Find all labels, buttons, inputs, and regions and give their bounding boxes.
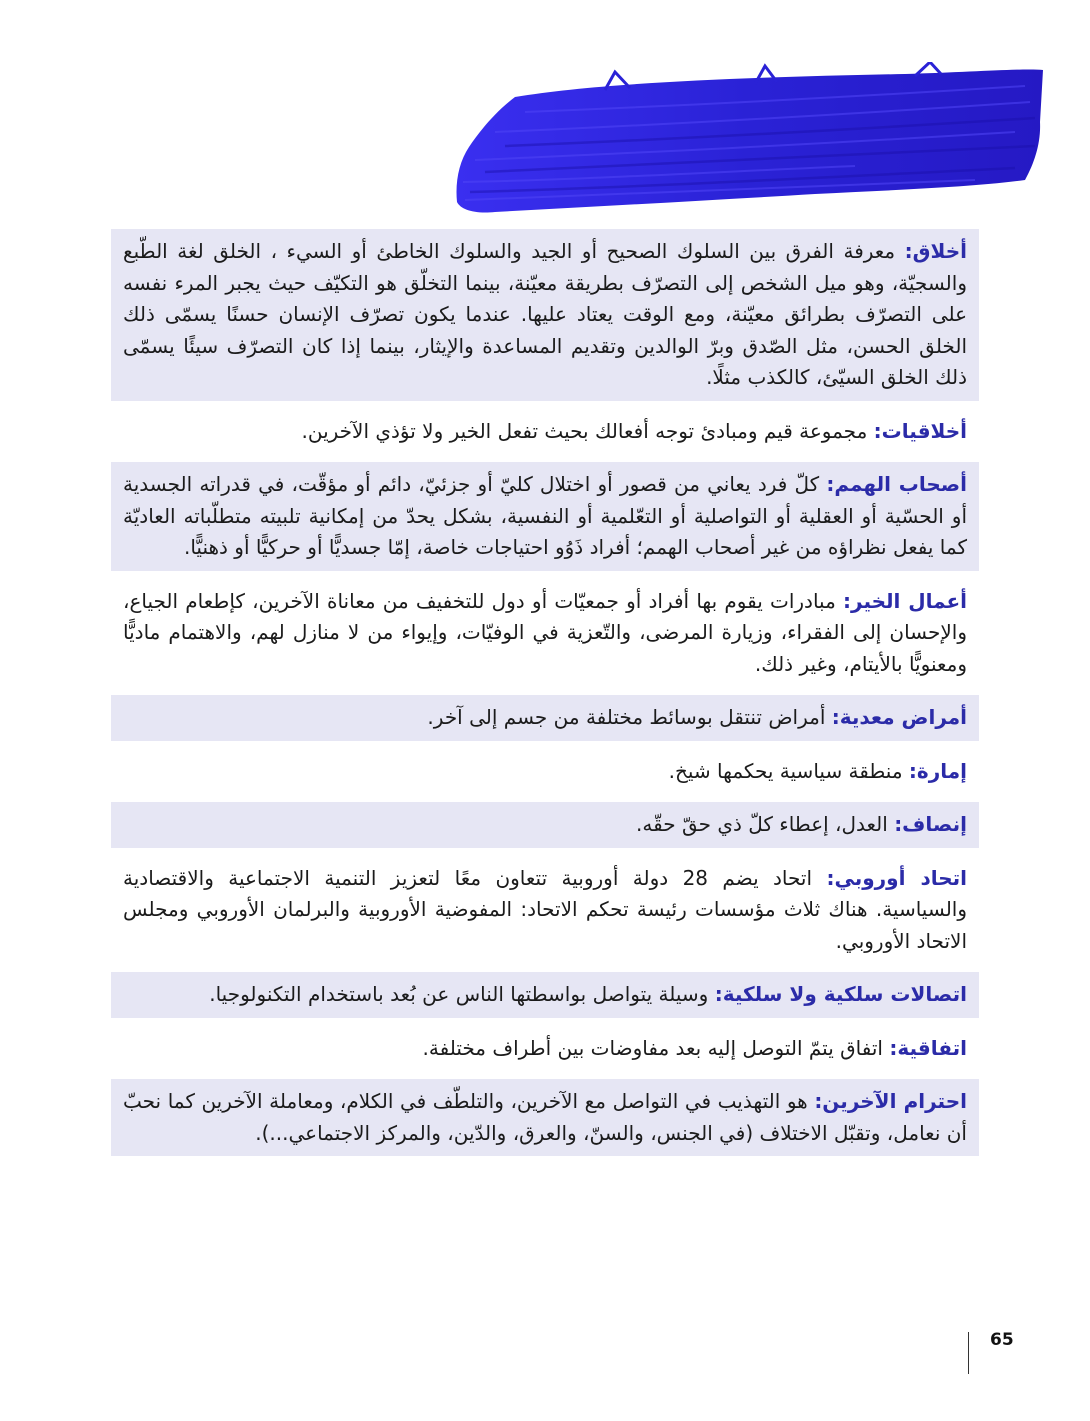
glossary-definition: اتحاد يضم 28 دولة أوروبية تتعاون معًا لتعزيز التنمية الاجتماعية والاقتصادية والسياسية. هناك ثلاث مؤسسات رئيسة تحكم الاتحاد: المفوضية الأوروبية والبرلمان الأوروبي ومجلس الاتحاد الأوروبي.: [123, 865, 967, 953]
glossary-definition: هو التهذيب في التواصل مع الآخرين، والتلطّف في الكلام، ومعاملة الآخرين كما نحبّ أن نعامل، وتقبّل الاختلاف (في الجنس، والسنّ، والعرق، والدّين، والمركز الاجتماعي...).: [123, 1089, 967, 1145]
brush-stroke-header: [455, 62, 1045, 222]
glossary-definition: أمراض تنتقل بوسائط مختلفة من جسم إلى آخر.: [427, 705, 832, 729]
glossary-entry-amrad-muadiya: [111, 695, 979, 741]
glossary-list: [111, 229, 979, 1164]
glossary-definition: مجموعة قيم ومبادئ توجه أفعالك بحيث تفعل الخير ولا تؤذي الآخرين.: [301, 418, 874, 443]
glossary-definition: معرفة الفرق بين السلوك الصحيح أو الجيد والسلوك الخاطئ أو السيء ، الخلق لغة الطّبع والسجيّة، وهو ميل الشخص إلى التصرّف بطريقة معيّنة، بينما التخلّق هو التكيّف حيث يجبر المرء نفسه على التصرّف بطرائق معيّنة، ومع الوقت يعتاد عليها. عندما يكون تصرّف الإنسان حسنًا يسمّى ذلك الخلق الحسن، مثل الصّدق وبرّ الوالدين وتقديم المساعدة والإيثار، بينما إذا كان التصرّف سيئًا يسمّى ذلك الخلق السيّئ، كالكذب مثلًا.: [123, 239, 967, 389]
glossary-term: إنصاف:: [894, 812, 967, 836]
glossary-definition: مبادرات يقوم بها أفراد أو جمعيّات أو دول للتخفيف من معاناة الآخرين، كإطعام الجياع، والإحسان إلى الفقراء، وزيارة المرضى، والتّعزية في الوفيّات، وإيواء من لا منازل لهم، والاهتمام ماديًّا ومعنويًّا بالأيتام، وغير ذلك.: [123, 588, 967, 676]
glossary-entry-ittifaqiya: [111, 1026, 979, 1072]
glossary-term: إمارة:: [908, 758, 967, 783]
page-number-divider: [968, 1332, 969, 1374]
glossary-term: اتحاد أوروبي:: [826, 865, 967, 890]
glossary-entry-ittisalat: [111, 972, 979, 1018]
glossary-definition: اتفاق يتمّ التوصل إليه بعد مفاوضات بين أطراف مختلفة.: [422, 1035, 890, 1060]
glossary-entry-ihtiram-al-akharin: [111, 1079, 979, 1156]
glossary-definition: منطقة سياسية يحكمها شيخ.: [668, 758, 909, 783]
glossary-term: اتصالات سلكية ولا سلكية:: [714, 982, 967, 1006]
glossary-entry-insaf: [111, 802, 979, 848]
glossary-term: اتفاقية:: [889, 1035, 967, 1060]
glossary-term: أخلاق:: [904, 239, 967, 263]
glossary-definition: وسيلة يتواصل بواسطتها الناس عن بُعد باستخدام التكنولوجيا.: [209, 982, 715, 1006]
glossary-term: أعمال الخير:: [843, 588, 967, 613]
glossary-entry-ashab-al-humam: [111, 462, 979, 571]
glossary-entry-amal-al-khayr: [111, 579, 979, 688]
glossary-entry-akhlaqiyat: [111, 409, 979, 455]
glossary-term: أمراض معدية:: [831, 705, 967, 729]
glossary-term: أصحاب الهمم:: [826, 472, 967, 496]
glossary-entry-akhlaq: [111, 229, 979, 401]
glossary-definition: كلّ فرد يعاني من قصور أو اختلال كليّ أو جزئيّ، دائم أو مؤقّت، في قدراته الجسدية أو الحسّية أو العقلية أو التواصلية أو التعّلمية أو النفسية، بشكل يحدّ من إمكانية تلبيته متطلّباته العاديّة كما يفعل نظراؤه من غير أصحاب الهمم؛ أفراد ذَوُو احتياجات خاصة، إمّا جسديًّا أو حركيًّا أو ذهنيًّا.: [123, 472, 967, 559]
page-number: 65: [990, 1330, 1014, 1350]
glossary-entry-imara: [111, 749, 979, 795]
glossary-term: احترام الآخرين:: [814, 1089, 967, 1113]
glossary-entry-ittihad-urubbi: [111, 856, 979, 965]
glossary-definition: العدل، إعطاء كلّ ذي حقّ حقّه.: [636, 812, 895, 836]
glossary-term: أخلاقيات:: [873, 418, 967, 443]
